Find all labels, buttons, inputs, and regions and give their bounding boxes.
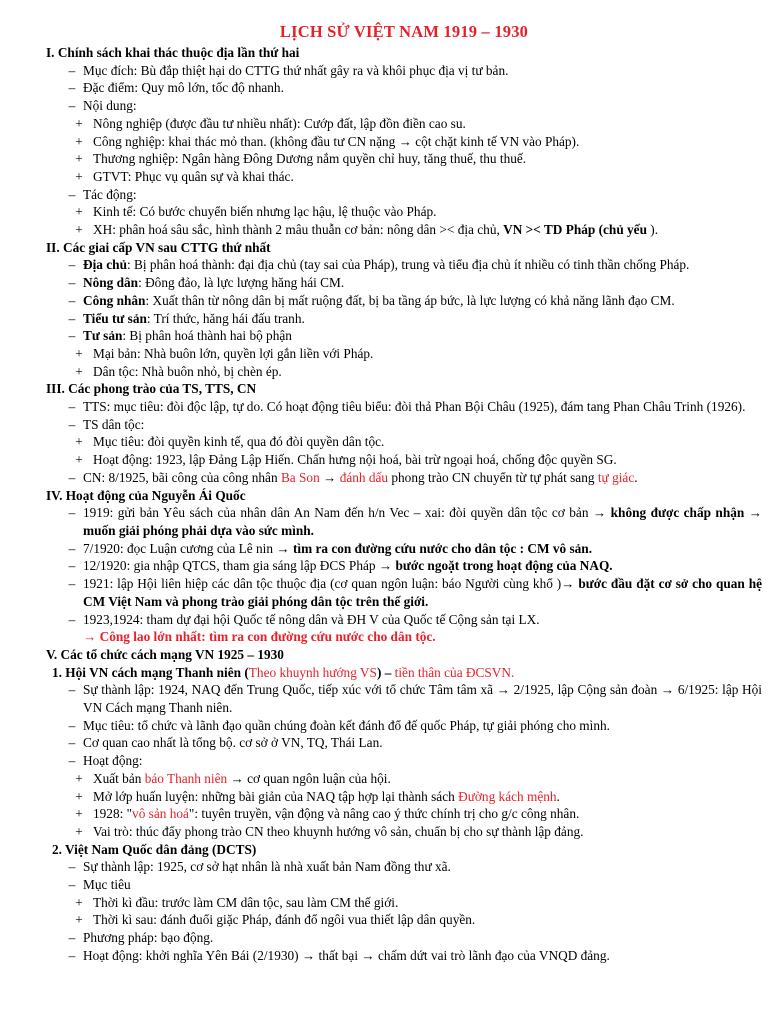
- conclusion-text: → Công lao lớn nhất: tìm ra con đường cứu nước cho dân tộc.: [83, 629, 436, 645]
- item-suffix: .: [556, 788, 560, 804]
- item-text: [83, 256, 762, 274]
- event-text: 7/1920: đọc Luận cương của Lê nin →: [83, 540, 293, 556]
- list-item: [46, 752, 762, 770]
- event-result: không được chấp nhận → muốn giải phóng phải dựa vào sức mình.: [83, 505, 762, 538]
- item-text: [83, 327, 762, 345]
- dash-marker: –: [68, 310, 76, 326]
- list-item: [46, 788, 762, 806]
- list-item: [46, 770, 762, 788]
- arrow-text: →: [319, 469, 340, 485]
- item-text: [83, 274, 762, 292]
- event-result: tìm ra con đường cứu nước cho dân tộc : CM vô sản.: [292, 540, 593, 556]
- item-text: Dân tộc: Nhà buôn nhỏ, bị chèn ép.: [93, 363, 282, 379]
- item-text: Phương pháp: bạo động.: [83, 930, 214, 946]
- plus-marker: +: [75, 894, 83, 910]
- item-text: Kinh tế: Có bước chuyển biến nhưng lạc hậu, lệ thuộc vào Pháp.: [93, 204, 437, 220]
- item-suffix: → cơ quan ngôn luận của hội.: [227, 770, 391, 786]
- list-item: [46, 433, 762, 451]
- item-text: [83, 557, 762, 575]
- plus-marker: +: [75, 345, 83, 361]
- item-text: Vai trò: thúc đẩy phong trào CN theo khuynh hướng vô sản, chuẩn bị cho sự thành lập đảng.: [93, 823, 584, 839]
- item-text: Sự thành lập: 1925, cơ sở hạt nhân là nhà xuất bản Nam đồng thư xã.: [83, 859, 451, 875]
- definition: : Xuất thân từ nông dân bị mất ruộng đất, bị ba tầng áp bức, là lực lượng có khả năng lãnh đạo CM.: [145, 292, 675, 308]
- book-highlight: Đường kách mệnh: [458, 788, 557, 804]
- dash-marker: –: [68, 328, 76, 344]
- list-item: [46, 540, 762, 558]
- dash-marker: –: [68, 399, 76, 415]
- definition: : Bị phân hoá thành: đại địa chủ (tay sai của Pháp), trung và tiểu địa chủ ít nhiều có tinh thần chống Pháp.: [126, 257, 690, 273]
- list-item: [46, 203, 762, 221]
- item-text: [83, 292, 762, 310]
- tu-giac-highlight: tự giác: [597, 469, 635, 485]
- dash-marker: –: [68, 611, 76, 627]
- dash-marker: –: [68, 558, 76, 574]
- term: Công nhân: [83, 292, 146, 308]
- plus-marker: +: [75, 204, 83, 220]
- item-text: Mục tiêu: tổ chức và lãnh đạo quần chúng đoàn kết đánh đổ đế quốc Pháp, tự giải phóng cho mình.: [83, 717, 610, 733]
- item-suffix: ": tuyên truyền, vận động và nâng cao ý thức chính trị cho g/c công nhân.: [188, 806, 580, 822]
- list-item: [46, 79, 762, 97]
- list-item: [46, 858, 762, 876]
- list-item: [46, 681, 762, 716]
- list-item: [46, 62, 762, 80]
- section-4-heading: IV. Hoạt động của Nguyễn Ái Quốc: [46, 487, 246, 503]
- list-item: [46, 611, 762, 629]
- item-text: [83, 540, 762, 558]
- cn-text: phong trào CN chuyển từ tự phát sang: [388, 469, 598, 485]
- plus-marker: +: [75, 363, 83, 379]
- list-item: [46, 451, 762, 469]
- item-text: Thời kì sau: đánh đuổi giặc Pháp, đánh đổ ngôi vua thiết lập dân quyền.: [93, 912, 476, 928]
- item-text: TS dân tộc:: [83, 416, 145, 432]
- item-prefix: Xuất bản: [93, 770, 145, 786]
- item-text: Thương nghiệp: Ngân hàng Đông Dương nắm quyền chỉ huy, tăng thuế, thu thuế.: [93, 151, 527, 167]
- dash-marker: –: [68, 682, 76, 698]
- plus-marker: +: [75, 770, 83, 786]
- section-3-heading: III. Các phong trào của TS, TTS, CN: [46, 381, 257, 397]
- list-item: [46, 292, 762, 310]
- vo-san-hoa-highlight: vô sản hoá: [132, 806, 189, 822]
- item-text: [83, 575, 762, 610]
- list-item: [46, 734, 762, 752]
- list-item: [46, 398, 762, 416]
- list-item: [46, 557, 762, 575]
- list-item: [46, 221, 762, 239]
- cn-tail: .: [634, 469, 638, 485]
- ba-son-highlight: Ba Son: [280, 469, 320, 485]
- item-text: Mục đích: Bù đắp thiệt hại do CTTG thứ nhất gây ra và khôi phục địa vị tư bản.: [83, 62, 509, 78]
- predecessor-highlight: tiền thân của ĐCSVN.: [394, 664, 515, 680]
- item-text: Hoạt động: 1923, lập Đảng Lập Hiến. Chấn hưng nội hoá, bài trừ ngoại hoá, chống độc quyền SG.: [93, 452, 617, 468]
- dash-marker: –: [68, 469, 76, 485]
- term: Nông dân: [83, 275, 139, 291]
- list-item: [46, 911, 762, 929]
- item-text: Mục tiêu: [83, 877, 131, 893]
- list-item: [46, 575, 762, 610]
- list-item: [46, 717, 762, 735]
- item-prefix: 1928: ": [93, 806, 133, 822]
- item-text: [83, 310, 762, 328]
- plus-marker: +: [75, 452, 83, 468]
- dash-marker: –: [68, 275, 76, 291]
- list-item: [46, 133, 762, 151]
- plus-marker: +: [75, 788, 83, 804]
- dash-marker: –: [68, 62, 76, 78]
- plus-marker: +: [75, 115, 83, 131]
- list-item: [46, 876, 762, 894]
- list-item: [46, 894, 762, 912]
- list-item: [46, 805, 762, 823]
- plus-marker: +: [75, 434, 83, 450]
- list-item: [46, 168, 762, 186]
- item-text: Mại bản: Nhà buôn lớn, quyền lợi gắn liền với Pháp.: [93, 345, 374, 361]
- event-result: bước đầu đặt cơ sở cho quan hệ CM Việt Nam và phong trào giải phóng dân tộc trên thế giới.: [83, 576, 762, 609]
- section-5-heading: V. Các tổ chức cách mạng VN 1925 – 1930: [46, 646, 284, 662]
- list-item: [46, 256, 762, 274]
- list-item: [46, 310, 762, 328]
- list-item: [46, 345, 762, 363]
- event-text: 12/1920: gia nhập QTCS, tham gia sáng lập ĐCS Pháp →: [83, 558, 396, 574]
- item-text: [93, 788, 762, 806]
- item-text: Hoạt động:: [83, 753, 143, 769]
- section-1-heading: I. Chính sách khai thác thuộc địa lần thứ hai: [46, 45, 300, 60]
- event-text: 1921: lập Hội liên hiệp các dân tộc thuộc địa (cơ quan ngôn luận: báo Người cùng khổ )→: [83, 576, 579, 592]
- subsection-heading: [46, 664, 762, 682]
- item-prefix: Mở lớp huấn luyện: những bài giản của NAQ tập hợp lại thành sách: [93, 788, 459, 804]
- xh-text: XH: phân hoá sâu sắc, hình thành 2 mâu thuẫn cơ bản: nông dân >< địa chủ,: [93, 222, 504, 238]
- plus-marker: +: [75, 222, 83, 238]
- item-text: Mục tiêu: đòi quyền kinh tế, qua đó đòi quyền dân tộc.: [93, 434, 385, 450]
- list-item: [46, 929, 762, 947]
- subsection-heading: 2. Việt Nam Quốc dân đảng (DCTS): [52, 841, 257, 857]
- dash-marker: –: [68, 257, 76, 273]
- item-text: Nội dung:: [83, 98, 137, 114]
- list-item: [46, 947, 762, 965]
- event-text: 1919: gửi bản Yêu sách của nhân dân An Nam đến h/n Vec – xai: đòi quyền dân tộc cơ bản →: [83, 505, 611, 521]
- xh-emphasis: VN >< TD Pháp (chủ yếu: [503, 222, 647, 238]
- event-result: bước ngoặt trong hoạt động của NAQ.: [395, 558, 613, 574]
- dash-marker: –: [68, 753, 76, 769]
- list-item: [46, 504, 762, 539]
- list-item: [46, 274, 762, 292]
- dash-marker: –: [68, 859, 76, 875]
- item-text: 1923,1924: tham dự đại hội Quốc tế nông dân và ĐH V của Quốc tế Cộng sản tại LX.: [83, 611, 540, 627]
- item-text: [83, 504, 762, 539]
- newspaper-highlight: báo Thanh niên: [144, 770, 228, 786]
- definition: : Bị phân hoá thành hai bộ phận: [122, 328, 292, 344]
- dash-marker: –: [68, 576, 76, 592]
- cn-text: CN: 8/1925, bãi công của công nhân: [83, 469, 281, 485]
- item-text: [93, 221, 762, 239]
- list-item: [46, 823, 762, 841]
- dash-marker: –: [68, 735, 76, 751]
- tendency-highlight: Theo khuynh hướng VS: [248, 664, 377, 680]
- item-text: Tác động:: [83, 186, 137, 202]
- dash-marker: –: [68, 186, 76, 202]
- item-text: [83, 469, 762, 487]
- subsection-title: 1. Hội VN cách mạng Thanh niên (: [52, 664, 249, 680]
- item-text: Thời kì đầu: trước làm CM dân tộc, sau làm CM thế giới.: [93, 894, 399, 910]
- item-text: Đặc điểm: Quy mô lớn, tốc độ nhanh.: [83, 80, 284, 96]
- document-title: LỊCH SỬ VIỆT NAM 1919 – 1930: [279, 22, 529, 41]
- list-item: [46, 97, 762, 115]
- item-text: Nông nghiệp (được đầu tư nhiều nhất): Cướp đất, lập đồn điền cao su.: [93, 115, 466, 131]
- plus-marker: +: [75, 151, 83, 167]
- plus-marker: +: [75, 912, 83, 928]
- list-item: [46, 186, 762, 204]
- plus-marker: +: [75, 823, 83, 839]
- item-text: TTS: mục tiêu: đòi độc lập, tự do. Có hoạt động tiêu biểu: đòi thả Phan Bội Châu (1925), đám tang Phan Châu Trinh (1926).: [83, 399, 746, 415]
- dash-marker: –: [68, 877, 76, 893]
- list-item: [46, 327, 762, 345]
- dash-marker: –: [68, 947, 76, 963]
- dash-marker: –: [68, 717, 76, 733]
- definition: : Trí thức, hăng hái đấu tranh.: [146, 310, 305, 326]
- list-item: [46, 150, 762, 168]
- list-item: [46, 416, 762, 434]
- plus-marker: +: [75, 168, 83, 184]
- xh-tail: ).: [646, 222, 659, 238]
- term: Tư sản: [83, 328, 123, 344]
- plus-marker: +: [75, 806, 83, 822]
- section-2-heading: II. Các giai cấp VN sau CTTG thứ nhất: [46, 239, 271, 255]
- dash-marker: –: [68, 930, 76, 946]
- item-text: [93, 805, 762, 823]
- dash-marker: –: [68, 80, 76, 96]
- dash-marker: –: [68, 292, 76, 308]
- item-text: Cơ quan cao nhất là tổng bộ. cơ sở ở VN, TQ, Thái Lan.: [83, 735, 383, 751]
- dash-marker: –: [68, 505, 76, 521]
- list-item: [46, 469, 762, 487]
- subsection-sep: ) –: [376, 664, 395, 680]
- item-text: Hoạt động: khởi nghĩa Yên Bái (2/1930) → thất bại → chấm dứt vai trò lãnh đạo của VNQD đảng.: [83, 947, 610, 963]
- item-text: Công nghiệp: khai thác mỏ than. (không đầu tư CN nặng → cột chặt kinh tế VN vào Pháp).: [93, 133, 580, 149]
- item-text: [93, 770, 762, 788]
- term: Địa chủ: [83, 257, 127, 273]
- item-text: GTVT: Phục vụ quân sự và khai thác.: [93, 168, 294, 184]
- definition: : Đông đảo, là lực lượng hăng hái CM.: [138, 275, 345, 291]
- dash-marker: –: [68, 98, 76, 114]
- danh-dau-highlight: đánh dấu: [339, 469, 389, 485]
- term: Tiểu tư sản: [83, 310, 147, 326]
- dash-marker: –: [68, 540, 76, 556]
- dash-marker: –: [68, 416, 76, 432]
- list-item: [46, 363, 762, 381]
- item-text: Sự thành lập: 1924, NAQ đến Trung Quốc, tiếp xúc với tổ chức Tâm tâm xã → 2/1925, lập Cộng sản đoàn → 6/1925: lập Hội VN Cách mạng Thanh niên.: [83, 682, 762, 716]
- plus-marker: +: [75, 133, 83, 149]
- list-item: [46, 115, 762, 133]
